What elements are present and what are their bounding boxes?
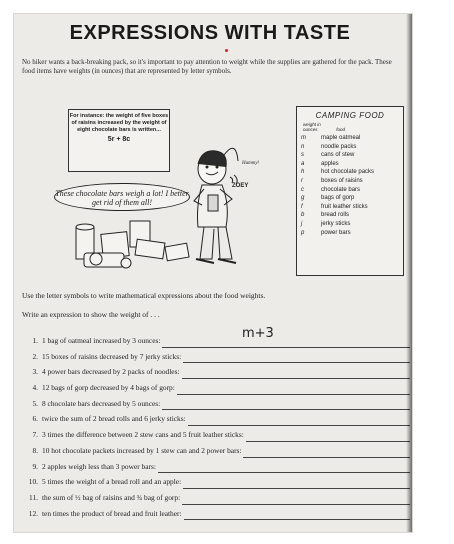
speech-bubble: These chocolate bars weigh a lot! I better get rid of them all! (54, 183, 190, 211)
answer-line[interactable] (158, 472, 410, 473)
camping-food-header (303, 122, 403, 132)
food-name: bread rolls (321, 212, 350, 219)
question-text: 5 times the weight of a bread roll and an apple: (42, 477, 182, 487)
food-item (301, 151, 403, 160)
question-row (22, 352, 410, 368)
question-number: 5. (32, 398, 38, 408)
instance-expression: 5r + 8c (107, 136, 131, 143)
food-item (301, 143, 403, 152)
instructions-text: Use the letter symbols to write mathematical expressions about the food weights. (22, 291, 266, 300)
question-text: 2 apples weigh less than 3 power bars: (42, 461, 156, 471)
food-symbol: m (301, 135, 306, 141)
question-number: 6. (32, 414, 38, 424)
food-symbol: g (301, 195, 305, 202)
food-symbol: f (301, 203, 303, 210)
question-row (22, 509, 410, 525)
question-row (22, 367, 410, 383)
question-number: 8. (32, 445, 38, 455)
food-name: noodle packs (321, 143, 357, 150)
question-number: 1. (32, 336, 38, 345)
food-name: cans of stew (321, 152, 355, 159)
food-symbol: r (301, 177, 303, 184)
question-text: 12 bags of gorp decreased by 4 bags of gorp: (42, 383, 175, 393)
prompt-text: Write an expression to show the weight of . . . (22, 310, 160, 319)
food-name: maple oatmeal (321, 135, 361, 141)
question-text: 15 boxes of raisins decreased by 7 jerky sticks: (42, 351, 182, 361)
food-item (301, 134, 403, 143)
food-symbol: s (301, 152, 304, 159)
food-symbol: n (301, 143, 305, 150)
question-number: 3. (32, 367, 38, 377)
answer-line[interactable] (184, 519, 410, 520)
food-item (301, 203, 403, 212)
question-number: 11. (29, 492, 38, 502)
food-name: jerky sticks (321, 220, 351, 227)
answer-line[interactable] (182, 504, 410, 505)
camping-food-key (296, 106, 404, 276)
question-row (22, 399, 410, 415)
answer-line[interactable] (183, 488, 410, 489)
question-text: 1 bag of oatmeal increased by 3 ounces: (42, 336, 161, 345)
food-symbol: j (301, 220, 303, 227)
food-name: boxes of raisins (321, 177, 363, 184)
question-number: 2. (32, 351, 38, 361)
food-item (301, 186, 403, 195)
food-item (301, 160, 403, 169)
question-row (22, 493, 410, 509)
food-name: apples (321, 160, 339, 167)
camping-food-title: CAMPING FOOD (315, 111, 385, 120)
handwritten-answer: m+3 (242, 326, 274, 341)
food-name: fruit leather sticks (321, 203, 368, 210)
question-text: 8 chocolate bars decreased by 5 ounces: (42, 398, 161, 408)
question-row (22, 414, 410, 430)
question-text: the sum of ½ bag of raisins and ¾ bag of gorp: (42, 492, 181, 502)
answer-line[interactable] (183, 362, 410, 363)
character-name: ZOEY (232, 183, 249, 189)
question-number: 7. (32, 430, 38, 440)
answer-line[interactable] (162, 409, 410, 410)
question-row (22, 383, 410, 399)
question-text: 3 times the difference between 2 stew cans and 5 fruit leather sticks: (42, 430, 244, 440)
cartoon-illustration (26, 109, 288, 279)
question-row (22, 462, 410, 478)
red-dot-mark (225, 49, 228, 52)
question-text: twice the sum of 2 bread rolls and 6 jerky sticks: (42, 414, 186, 424)
hiker-girl-drawing (26, 109, 288, 279)
food-name: bags of gorp (321, 195, 355, 202)
question-text: 10 hot chocolate packets increased by 1 stew can and 2 power bars: (42, 445, 242, 455)
character-sound: Hummy! (242, 161, 260, 166)
answer-line[interactable] (162, 347, 410, 348)
food-item (301, 177, 403, 186)
food-symbol: c (301, 186, 304, 193)
answer-line[interactable] (246, 441, 410, 442)
worksheet-page (14, 14, 412, 532)
food-item (301, 211, 403, 220)
food-item (301, 229, 403, 238)
weight-column-label: weight in ounces (303, 122, 321, 132)
question-number: 10. (28, 477, 38, 487)
answer-line[interactable] (182, 378, 410, 379)
question-row (22, 430, 410, 446)
food-name: chocolate bars (321, 186, 361, 193)
food-item (301, 194, 403, 203)
food-column-label: food (336, 127, 346, 132)
food-name: hot chocolate packs (321, 169, 375, 176)
answer-line[interactable] (188, 425, 410, 426)
question-row (22, 446, 410, 462)
page-edge-shadow (406, 14, 412, 532)
answer-line[interactable] (177, 394, 410, 395)
worksheet-title: EXPRESSIONS WITH TASTE (69, 22, 351, 44)
question-number: 9. (32, 461, 38, 471)
instance-text: For instance: the weight of five boxes of raisins increased by the weight of eight chocolate bars is written... (69, 113, 169, 133)
question-text: 4 power bars decreased by 2 packs of noodles: (42, 367, 180, 377)
food-item (301, 168, 403, 177)
food-item (301, 220, 403, 229)
intro-paragraph: No hiker wants a back-breaking pack, so it's important to pay attention to weight while the supplies are gathered for the pack. These food items have weights (in ounces) that are represented by letter symbols. (22, 58, 392, 75)
food-symbol: b (301, 212, 305, 219)
camping-food-list (301, 134, 403, 237)
question-list (22, 326, 410, 524)
question-number: 12. (28, 508, 38, 518)
question-number: 4. (32, 383, 38, 393)
question-text: ten times the product of bread and fruit leather: (42, 508, 182, 518)
question-row (22, 326, 410, 352)
answer-line[interactable] (243, 457, 410, 458)
food-symbol: h (301, 169, 305, 176)
food-symbol: a (301, 160, 305, 167)
question-row (22, 477, 410, 493)
food-name: power bars (321, 229, 351, 236)
food-symbol: p (301, 229, 305, 236)
